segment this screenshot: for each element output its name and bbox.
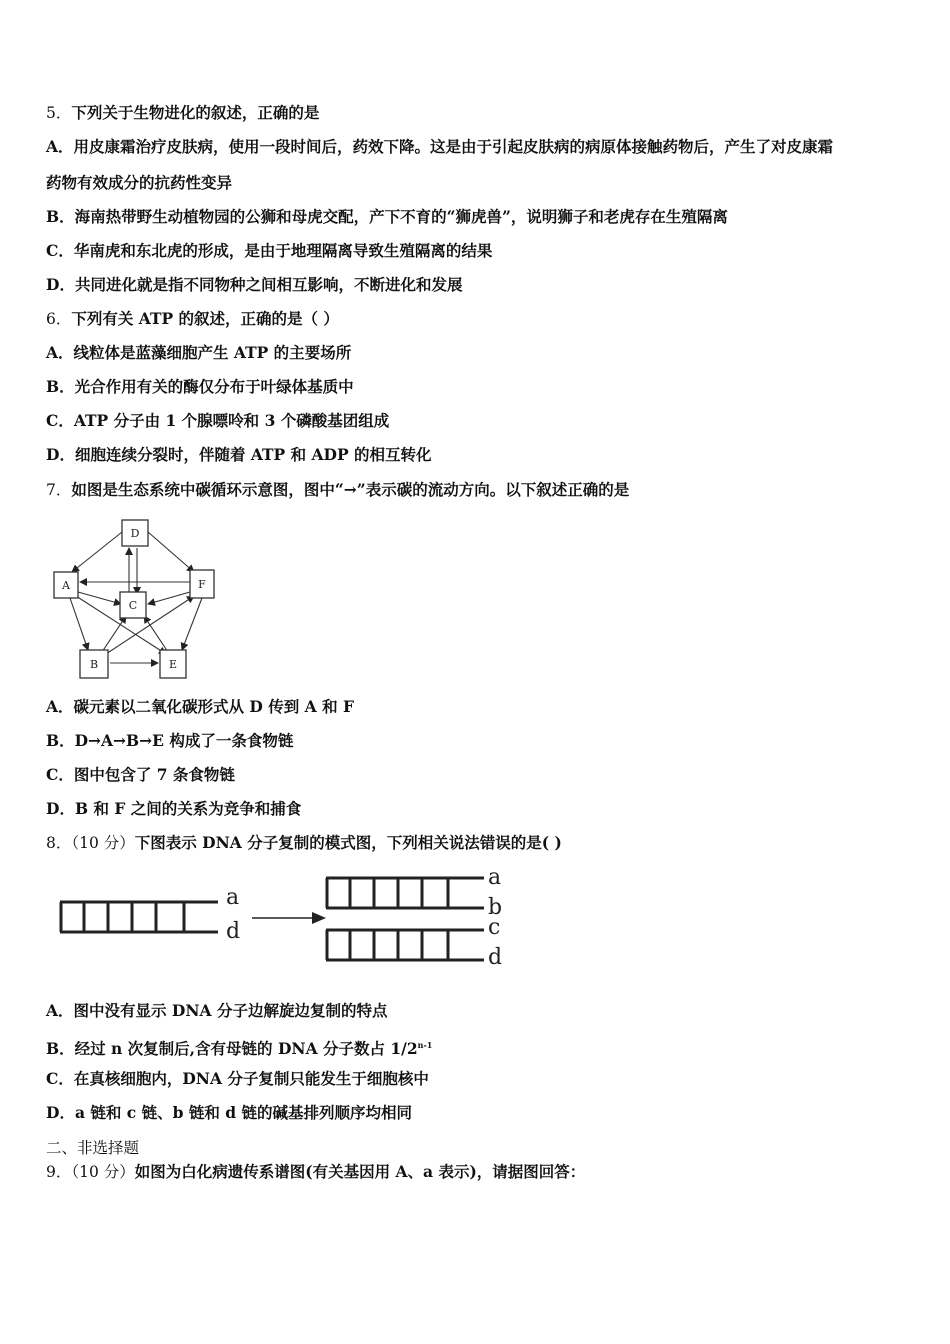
- q6-option-c: C．ATP 分子由 1 个腺嘌呤和 3 个磷酸基团组成: [46, 411, 390, 430]
- section-title: [46, 1138, 139, 1158]
- q8-option-b-exponent: n-1: [417, 1040, 433, 1050]
- label-right-a: a: [488, 866, 502, 890]
- q5-option-a-line2: 药物有效成分的抗药性变异: [46, 173, 233, 192]
- q6-text: 下列有关 ATP 的叙述，正确的是（ ）: [71, 309, 339, 328]
- replication-arrow-head: [312, 912, 326, 924]
- q7-option-d: D．B 和 F 之间的关系为竞争和捕食: [46, 799, 302, 818]
- node-c-label: C: [128, 599, 138, 612]
- q5-option-b: B．海南热带野生动植物园的公狮和母虎交配，产下不育的“狮虎兽”，说明狮子和老虎存在生殖隔离: [46, 207, 728, 226]
- q7-option-c: C．图中包含了 7 条食物链: [46, 765, 235, 784]
- q8-text: 下图表示 DNA 分子复制的模式图，下列相关说法错误的是( ): [134, 833, 562, 852]
- q7-option-b: B．D→A→B→E 构成了一条食物链: [46, 731, 294, 750]
- q8-option-c: C．在真核细胞内，DNA 分子复制只能发生于细胞核中: [46, 1069, 429, 1088]
- arrow-a-to-c: [78, 592, 121, 604]
- q7-text: 如图是生态系统中碳循环示意图，图中“→”表示碳的流动方向。以下叙述正确的是: [71, 480, 630, 499]
- q6-option-b: B．光合作用有关的酶仅分布于叶绿体基质中: [46, 377, 354, 396]
- q5-option-c: C．华南虎和东北虎的形成，是由于地理隔离导致生殖隔离的结果: [46, 241, 493, 260]
- q9-score: （10 分）: [71, 1163, 135, 1181]
- dna-replication-diagram: [56, 866, 516, 970]
- q7-number: 7．: [46, 481, 72, 499]
- arrow-d-to-f: [148, 532, 194, 572]
- q6-stem: [46, 309, 339, 329]
- q5-option-a-line1: A．用皮康霜治疗皮肤病，使用一段时间后，药效下降。这是由于引起皮肤病的病原体接触药物后，产生了对皮康霜: [46, 137, 834, 156]
- q8-option-d: D．a 链和 c 链、b 链和 d 链的碱基排列顺序均相同: [46, 1103, 412, 1122]
- right-bottom-base-pairs: [327, 930, 448, 960]
- label-left-d: d: [226, 919, 241, 944]
- q5-option-d: D．共同进化就是指不同物种之间相互影响，不断进化和发展: [46, 275, 463, 294]
- node-e-label: E: [168, 658, 178, 671]
- section-2-title: 二、非选择题: [46, 1139, 140, 1157]
- arrow-d-to-a: [72, 532, 122, 572]
- label-right-c: c: [488, 915, 501, 940]
- node-b-label: B: [89, 658, 99, 671]
- q8-option-b-text: B．经过 n 次复制后,含有母链的 DNA 分子数占 1/2: [46, 1039, 418, 1059]
- arrow-a-to-b: [70, 598, 88, 650]
- q8-score: （10 分）: [71, 834, 135, 852]
- carbon-cycle-diagram: [44, 512, 224, 684]
- q5-number: 5．: [46, 104, 72, 122]
- q8-option-b: [46, 1035, 432, 1059]
- q9-number: 9．: [46, 1163, 72, 1181]
- q8-stem: [46, 833, 562, 853]
- q7-option-a: A．碳元素以二氧化碳形式从 D 传到 A 和 F: [46, 697, 354, 716]
- right-top-base-pairs: [327, 878, 448, 908]
- q9-text: 如图为白化病遗传系谱图(有关基因用 A、a 表示)，请据图回答：: [134, 1162, 586, 1181]
- q9-stem: [46, 1162, 585, 1182]
- label-left-a: a: [226, 885, 240, 910]
- q6-option-a: A．线粒体是蓝藻细胞产生 ATP 的主要场所: [46, 343, 352, 362]
- arrow-b-to-c: [102, 616, 126, 652]
- left-base-pairs: [61, 902, 184, 932]
- q8-option-a: A．图中没有显示 DNA 分子边解旋边复制的特点: [46, 1001, 388, 1020]
- node-a-label: A: [62, 579, 70, 592]
- q7-stem: [46, 480, 629, 500]
- q6-number: 6．: [46, 310, 72, 328]
- q6-option-d: D．细胞连续分裂时，伴随着 ATP 和 ADP 的相互转化: [46, 445, 432, 464]
- label-right-d: d: [488, 945, 503, 970]
- q5-text: 下列关于生物进化的叙述，正确的是: [71, 103, 320, 122]
- q8-number: 8．: [46, 834, 72, 852]
- node-f-label: F: [198, 578, 206, 591]
- label-right-b: b: [488, 895, 503, 920]
- q5-stem: [46, 103, 319, 123]
- node-d-label: D: [130, 527, 140, 540]
- arrow-f-to-e: [182, 598, 202, 650]
